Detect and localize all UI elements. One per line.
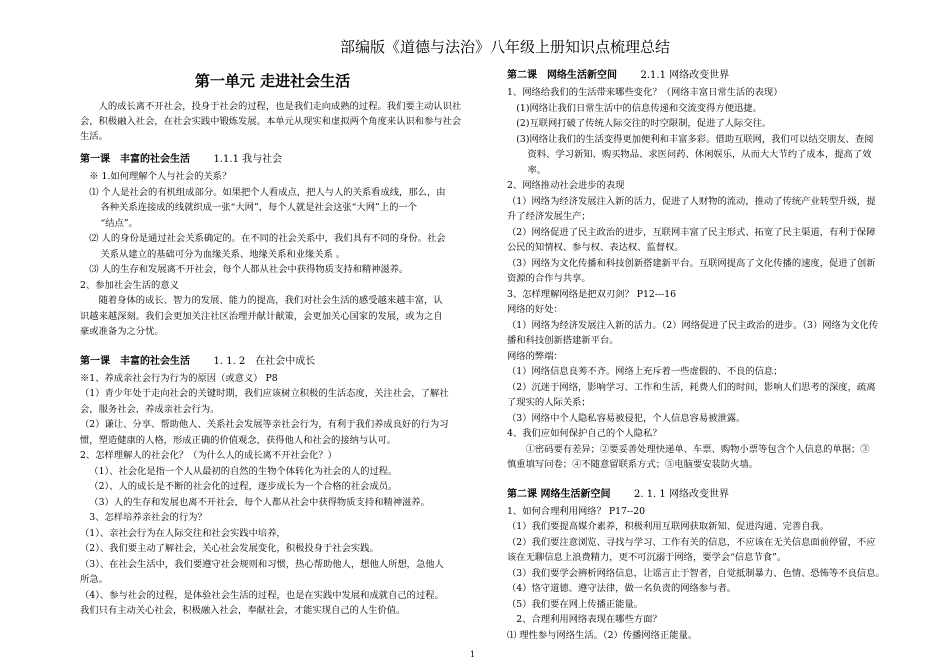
text-line: 豪或准备为之分忧。 bbox=[80, 326, 164, 337]
text-line: (1)网络让我们日常生活中的信息传递和交流变得方便迅捷。 bbox=[516, 102, 762, 114]
text-line: 会，服务社会，养成亲社会行为。 bbox=[80, 403, 220, 415]
text-line: 网络的好处： bbox=[507, 304, 563, 315]
text-line: 4、我们应如何保护自己的个人隐私？ bbox=[507, 428, 662, 439]
page-number: 1 bbox=[470, 650, 476, 659]
text-line: 我们只有主动关心社会，积极融入社会，奉献社会，才能实现自己的人生价值。 bbox=[80, 605, 406, 616]
text-line: （1）网络为经济发展注入新的活力。（2）网络促进了民主政治的进步。（3）网络为文化传 bbox=[507, 319, 879, 331]
text-line: （2）谦让、分享、帮助他人、关系社会发展等亲社会行为，有利于我们养成良好的行为习 bbox=[80, 419, 449, 430]
text-line: （3）、在社会生活中，我们要遵守社会规则和习惯，热心帮助他人，想他人所想，急他人 bbox=[80, 558, 444, 570]
section-heading bbox=[80, 150, 465, 165]
text-line: 1、网络给我们的生活带来哪些变化？（网络丰富日常生活的表现） bbox=[507, 87, 783, 98]
text-line: 所急。 bbox=[80, 574, 108, 585]
text-line: （1）、社会化是指一个人从最初的自然的生物个体转化为社会的人的过程。 bbox=[89, 465, 398, 477]
text-line: 惯，塑造健康的人格，形成正确的价值观念，获得他人和社会的接纳与认可。 bbox=[80, 434, 397, 446]
section-heading bbox=[507, 66, 907, 81]
text-line: 2、参加社会生活的意义 bbox=[80, 279, 179, 291]
page-title: 部编版《道德与法治》八年级上册知识点梳理总结 bbox=[340, 38, 671, 56]
text-line: (2)互联网打破了传统人际交往的时空限制，促进了人际交往。 bbox=[516, 118, 772, 129]
left-column bbox=[80, 66, 465, 619]
text-line: ⑶ 人的生存和发展离不开社会，每个人都从社会中获得物质支持和精神滋养。 bbox=[89, 264, 409, 275]
section-title: 第二课 网络生活新空间 bbox=[507, 70, 617, 81]
section-topic: 2. 1. 1 网络改变世界 bbox=[633, 488, 729, 500]
text-line: ⑴ 个人是社会的有机组成部分。如果把个人看成点，把人与人的关系看成线，那么，由 bbox=[89, 186, 446, 198]
text-line: 该在无聊信息上浪费精力，更不可沉溺于网络，要学会“信息节食”。 bbox=[507, 552, 787, 563]
text-line: （1）网络信息良莠不齐。网络上充斥着一些虚假的、不良的信息； bbox=[507, 366, 783, 377]
unit-intro: 人的成长离不开社会，投身于社会的过程，也是我们走向成熟的过程。我们要主动认识社会，积极融入社会，在社会实践中锻炼发展。本单元从现实和虚拟两个角度来认识和参与社会生活。 bbox=[80, 101, 462, 142]
text-line: ⑴ 理性参与网络生活。（2）传播网络正能量。 bbox=[507, 629, 698, 641]
text-line: 1、如何合理利用网络？ P17--20 bbox=[507, 505, 646, 517]
text-line: 资料、学习新知、购买物品、求医问药、休闲娱乐，从而大大节约了成本，提高了效 bbox=[527, 149, 872, 160]
text-line: （2）、我们要主动了解社会，关心社会发展变化，积极投身于社会实践。 bbox=[80, 543, 379, 554]
text-line: （2）、人的成长是不断的社会化的过程，逐步成长为一个合格的社会成员。 bbox=[89, 481, 398, 492]
text-line: （2）沉迷于网络，影响学习、工作和生活，耗费人们的时间，影响人们思考的深度，疏离 bbox=[507, 381, 876, 393]
text-line: （3）我们要学会辨析网络信息，让谣言止于智者，自觉抵制暴力、色情、恐怖等不良信息。 bbox=[507, 567, 885, 579]
section-title: 第一课 丰富的社会生活 bbox=[80, 154, 190, 165]
text-line: 各种关系连接成的线就织成一张“大网”，每个人就是社会这张“大网”上的一个 bbox=[100, 202, 417, 213]
text-line: “结点”。 bbox=[100, 217, 138, 229]
text-line: （3）网络为文化传播和科技创新搭建新平台。互联网提高了文化传播的速度，促进了创新 bbox=[507, 257, 876, 269]
text-line: 2、网络推动社会进步的表现 bbox=[507, 180, 625, 191]
text-line: ※1、养成亲社会行为行为的原因（或意义） P8 bbox=[80, 372, 278, 384]
text-line: （1）网络为经济发展注入新的活力，促进了人财物的流动，推动了传统产业转型升级，提 bbox=[507, 195, 876, 207]
section-heading bbox=[80, 352, 465, 367]
text-line: 随着身体的成长、智力的发展、能力的提高，我们对社会生活的感受越来越丰富，认 bbox=[98, 295, 443, 306]
text-line: 2、怎样理解人的社会化？（为什么人的成长离不开社会化？） bbox=[80, 450, 337, 461]
text-line: （2）网络促进了民主政治的进步，互联网丰富了民主形式、拓宽了民主渠道，有利于保障 bbox=[507, 226, 876, 238]
section-topic: 1. 1. 2 在社会中成长 bbox=[213, 355, 316, 367]
text-line: (3)网络让我们的生活变得更加便利和丰富多彩。借助互联网，我们可以结交朋友、查阅 bbox=[516, 133, 874, 145]
text-line: 公民的知情权、参与权、表达权、监督权。 bbox=[507, 242, 684, 253]
text-line: ※ 1.如何理解个人与社会的关系？ bbox=[89, 171, 232, 182]
text-line: （1）青少年处于走向社会的关键时期，我们应该树立积极的生活态度，关注社会，了解社 bbox=[80, 388, 449, 399]
text-line: 率。 bbox=[527, 164, 547, 176]
text-line: （3）人的生存和发展也离不开社会，每个人都从社会中获得物质支持和精神滋养。 bbox=[89, 496, 430, 508]
section-topic: 1.1.1 我与社会 bbox=[213, 154, 283, 165]
section-title: 第一课 丰富的社会生活 bbox=[80, 355, 190, 367]
text-line: 识越来越深刻。我们会更加关注社区治理并献计献策，会更加关心国家的发展，或为之自 bbox=[80, 310, 443, 322]
text-line: （5）我们要在网上传播正能量。 bbox=[507, 598, 644, 610]
text-line: 2、合理利用网络表现在哪些方面？ bbox=[516, 614, 662, 625]
text-line: 慎重填写问卷；④不随意留联系方式；⑤电脑要安装防火墙。 bbox=[507, 459, 759, 470]
text-line: 播和科技创新搭建新平台。 bbox=[507, 335, 619, 346]
text-line: 网络的弊端： bbox=[507, 350, 563, 362]
text-line: ①密码要有差异；②要妥善处理快递单、车票、购物小票等包含个人信息的单据；③ bbox=[525, 443, 870, 455]
text-line: 关系从建立的基础可分为血缘关系、地缘关系和业缘关系 。 bbox=[100, 248, 346, 260]
text-line: 资源的合作与共享。 bbox=[507, 273, 591, 284]
section-topic: 2.1.1 网络改变世界 bbox=[640, 70, 730, 81]
text-line: 3、怎样理解网络是把双刃剑？ P12---16 bbox=[507, 288, 677, 300]
text-line: （4）、参与社会的过程，是体验社会生活的过程，也是在实践中发展和成就自己的过程。 bbox=[80, 589, 444, 601]
text-line: （1）、亲社会行为在人际交往和社会实践中培养， bbox=[80, 527, 286, 539]
text-line: （3）网络中个人隐私容易被侵犯，个人信息容易被泄露。 bbox=[507, 412, 746, 424]
text-line: （2）我们要注意浏览、寻找与学习、工作有关的信息，不应该在无关信息面前停留，不应 bbox=[507, 536, 876, 548]
right-column bbox=[507, 66, 907, 643]
text-line: （1）我们要提高媒介素养，积极利用互联网获取新知、促进沟通、完善自我。 bbox=[507, 521, 830, 532]
section-title: 第二课 网络生活新空间 bbox=[507, 488, 611, 500]
text-line: 升了经济发展生产； bbox=[507, 211, 591, 222]
text-line: ⑵ 人的身份是通过社会关系确定的。在不同的社会关系中，我们具有不同的身份。社会 bbox=[89, 233, 446, 244]
unit-title: 第一单元 走进社会生活 bbox=[194, 72, 351, 90]
text-line: 3、怎样培养亲社会的行为？ bbox=[89, 512, 207, 523]
section-heading bbox=[507, 485, 907, 500]
text-line: （4）恪守道德、遵守法律，做一名负责的网络参与者。 bbox=[507, 583, 737, 594]
text-line: 了现实的人际关系； bbox=[507, 397, 591, 408]
